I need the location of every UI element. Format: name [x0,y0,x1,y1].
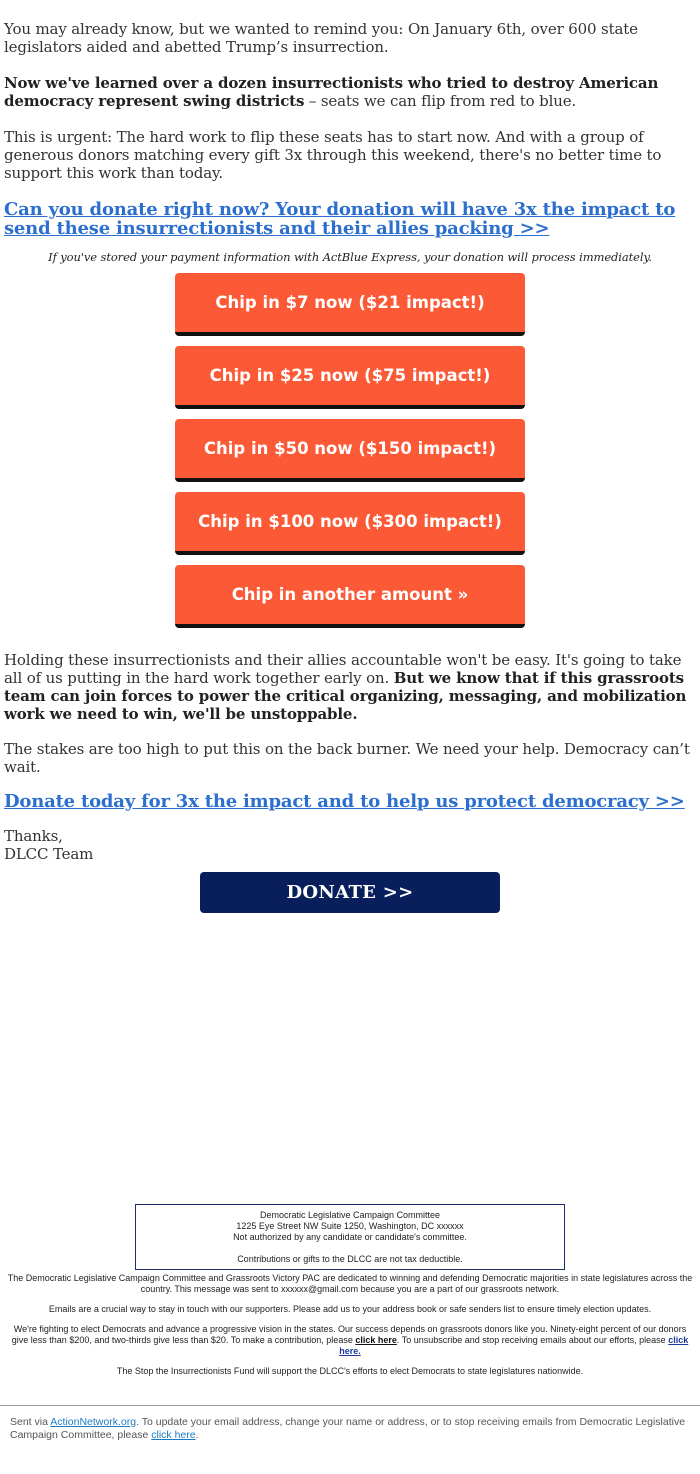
disclaimer-box [135,1204,565,1270]
sent-via-text-b: . To update your email address, change your name or address, or to stop receiving emails from Democratic Legislative Campaign Committee, please [10,1416,686,1441]
chip-in-7-button[interactable]: Chip in $7 now ($21 impact!) [175,273,525,336]
urgent-paragraph: This is urgent: The hard work to flip these seats has to start now. And with a group of generous donors matching every gift 3x through this weekend, there's no better time to support this work than today. [4,128,662,182]
chip-in-button-group [4,273,696,638]
sent-via-text-a: Sent via [10,1416,51,1428]
committee-address: 1225 Eye Street NW Suite 1250, Washington, DC xxxxxx [236,1221,464,1231]
update-preferences-link[interactable]: click here [151,1429,196,1441]
signoff-thanks: Thanks, [4,827,63,845]
authorization-notice: Not authorized by any candidate or candidate's committee. [233,1232,467,1242]
swing-districts-rest-text: – seats we can flip from red to blue. [304,92,577,110]
tax-deductible-notice: Contributions or gifts to the DLCC are not tax deductible. [237,1254,463,1264]
signoff-team: DLCC Team [4,845,94,863]
donate-today-link[interactable]: Donate today for 3x the impact and to help us protect democracy >> [4,791,685,812]
committee-name: Democratic Legislative Campaign Committee [259,1210,441,1220]
donors-fine-text-a: We're fighting to elect Democrats and advance a progressive vision in the states. Our success depends on grassroots donors like you. Ninety-eight percent of our donors give less than $200, and two-thirds give less than $20. To make a contribution, please [11,1324,687,1345]
accountability-plain-text: Holding these insurrectionists and their allies accountable won't be easy. It's going to take all of us putting in the hard work together early on. [4,651,682,687]
chip-in-other-amount-button[interactable]: Chip in another amount » [175,565,525,628]
safe-senders-fine-print: Emails are a crucial way to stay in touch with our supporters. Please add us to your address book or safe senders list to ensure timely election updates. [48,1304,652,1314]
chip-in-100-button[interactable]: Chip in $100 now ($300 impact!) [175,492,525,555]
accountability-paragraph [4,651,696,723]
fund-fine-print: The Stop the Insurrectionists Fund will support the DLCC's efforts to elect Democrats to state legislatures nationwide. [116,1366,584,1376]
stakes-paragraph: The stakes are too high to put this on the back burner. We need your help. Democracy can’t wait. [4,740,690,776]
intro-paragraph: You may already know, but we wanted to remind you: On January 6th, over 600 state legislators aided and abetted Trump’s insurrection. [4,20,638,56]
donate-button[interactable]: DONATE >> [200,872,500,913]
donate-button-wrap [4,872,696,913]
actionnetwork-link[interactable]: ActionNetwork.org [50,1416,137,1428]
donors-fine-text-b: . To unsubscribe and stop receiving emails about our efforts, please [396,1335,669,1345]
chip-in-50-button[interactable]: Chip in $50 now ($150 impact!) [175,419,525,482]
swing-districts-paragraph [4,74,696,110]
actblue-express-note: If you've stored your payment information with ActBlue Express, your donation will process immediately. [48,250,652,264]
mission-fine-print: The Democratic Legislative Campaign Committee and Grassroots Victory PAC are dedicated to winning and defending Democratic majorities in state legislatures across the country. This message was sent to xxxxxx@gmail.com because you are a part of our grassroots network. [7,1273,693,1294]
donors-fine-print [6,1324,694,1357]
sent-via-text-c: . [195,1429,199,1441]
donate-now-link[interactable]: Can you donate right now? Your donation will have 3x the impact to send these insurrectionists and their allies packing >> [4,199,676,239]
sent-via-notice [0,1405,700,1442]
contribute-click-here-link[interactable]: click here [355,1335,397,1345]
signoff [4,827,696,863]
swing-districts-bold-text: Now we've learned over a dozen insurrectionists who tried to destroy American democracy represent swing districts [4,74,659,110]
email-footer [0,1204,700,1377]
chip-in-25-button[interactable]: Chip in $25 now ($75 impact!) [175,346,525,409]
unsubscribe-click-here-link[interactable]: click here. [339,1335,689,1356]
accountability-bold-text: But we know that if this grassroots team can join forces to power the critical organizing, messaging, and mobilization work we need to win, we'll be unstoppable. [4,669,687,723]
